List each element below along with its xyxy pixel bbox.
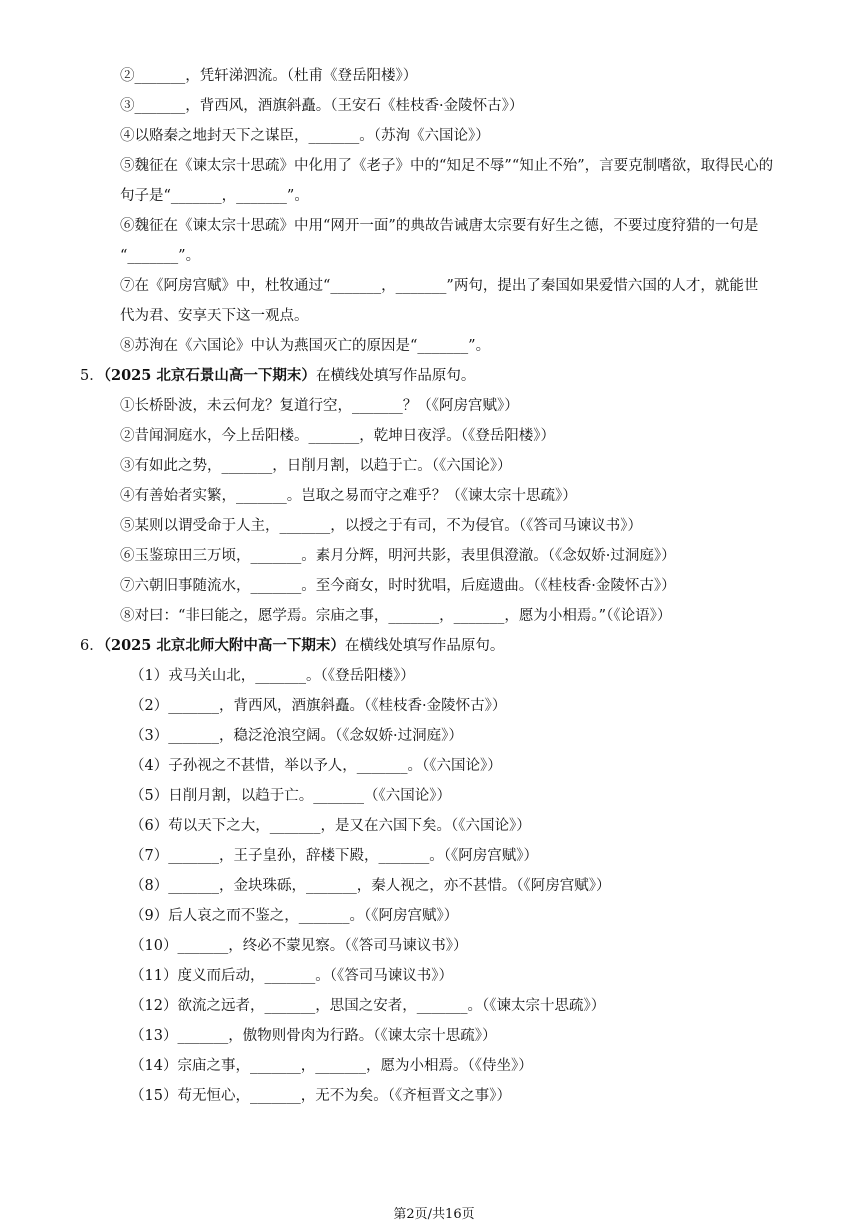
q4-item-7-line1: ⑦在《阿房宫赋》中，杜牧通过“_______，_______”两句，提出了秦国如果爱惜六国的人才，就能世 (120, 278, 759, 294)
q6-item-4: （4）子孙视之不甚惜，举以予人，_______。（《六国论》） (130, 758, 502, 774)
q6-item-7: （7）_______，王子皇孙，辞楼下殿，_______。（《阿房宫赋》） (130, 848, 538, 864)
q5-prompt: 在横线处填写作品原句。 (315, 368, 476, 384)
q6-number: 6． (80, 638, 104, 654)
q6-item-3: （3）_______，稳泛沧浪空阔。（《念奴娇·过洞庭》） (130, 728, 463, 744)
q6-item-12: （12）欲流之远者，_______，思国之安者，_______。（《谏太宗十思疏》） (130, 998, 606, 1014)
q5-item-1: ①长桥卧波，未云何龙？复道行空，_______？（《阿房宫赋》） (120, 398, 519, 414)
q4-item-3: ③_______，背西风，酒旗斜矗。（王安石《桂枝香·金陵怀古》） (120, 98, 524, 114)
q5-item-5: ⑤某则以谓受命于人主，_______，以授之于有司，不为侵官。（《答司马谏议书》） (120, 518, 642, 534)
q5-source: （2025 北京石景山高一下期末） (103, 367, 316, 384)
q6-item-8: （8）_______，金块珠砾，_______，秦人视之，亦不甚惜。（《阿房宫赋》） (130, 878, 611, 894)
q6-item-15: （15）苟无恒心，_______，无不为矣。（《齐桓晋文之事》） (130, 1088, 511, 1104)
q4-item-5-line2: 句子是“_______，_______”。 (120, 188, 309, 204)
q4-item-6-line1: ⑥魏征在《谏太宗十思疏》中用“网开一面”的典故告诫唐太宗要有好生之德，不要过度狩猎的一句是 (120, 218, 759, 234)
q5-item-2: ②昔闻洞庭水，今上岳阳楼。_______，乾坤日夜浮。（《登岳阳楼》） (120, 428, 555, 444)
page-footer: 第2页/共16页 (393, 1207, 475, 1222)
q5-number: 5． (80, 368, 104, 384)
q5-heading (80, 366, 475, 386)
q4-item-4: ④以赂秦之地封天下之谋臣，_______。（苏洵《六国论》） (120, 128, 490, 144)
q6-item-6: （6）苟以天下之大，_______，是又在六国下矣。（《六国论》） (130, 818, 531, 834)
q4-item-5-line1: ⑤魏征在《谏太宗十思疏》中化用了《老子》中的“知足不辱”“知止不殆”，言要克制嗜欲，取得民心的 (120, 158, 774, 174)
q4-item-6-line2: “_______”。 (120, 248, 201, 264)
q6-item-5: （5）日削月割，以趋于亡。_______（《六国论》） (130, 788, 451, 804)
q6-item-11: （11）度义而后动，_______。（《答司马谏议书》） (130, 968, 453, 984)
q6-heading (80, 636, 504, 656)
q6-item-14: （14）宗庙之事，_______，_______，愿为小相焉。（《侍坐》） (130, 1058, 533, 1074)
q5-item-8: ⑧对曰：“非曰能之，愿学焉。宗庙之事，_______，_______，愿为小相焉。”（《论语》） (120, 608, 672, 624)
q5-item-7: ⑦六朝旧事随流水，_______。至今商女，时时犹唱，后庭遗曲。（《桂枝香·金陵怀古》） (120, 578, 676, 594)
q6-source: （2025 北京北师大附中高一下期末） (103, 637, 345, 654)
q5-item-6: ⑥玉鉴琼田三万顷，_______。素月分辉，明河共影，表里俱澄澈。（《念奴娇·过洞庭》） (120, 548, 676, 564)
q6-item-9: （9）后人哀之而不鉴之，_______。（《阿房宫赋》） (130, 908, 459, 924)
q6-item-1: （1）戎马关山北，_______。（《登岳阳楼》） (130, 668, 415, 684)
q5-item-4: ④有善始者实繁，_______。岂取之易而守之难乎？（《谏太宗十思疏》） (120, 488, 577, 504)
q6-item-2: （2）_______，背西风，酒旗斜矗。（《桂枝香·金陵怀古》） (130, 698, 507, 714)
q6-item-13: （13）_______，傲物则骨肉为行路。（《谏太宗十思疏》） (130, 1028, 497, 1044)
q6-item-10: （10）_______，终必不蒙见察。（《答司马谏议书》） (130, 938, 468, 954)
q4-item-8: ⑧苏洵在《六国论》中认为燕国灭亡的原因是“_______”。 (120, 338, 491, 354)
q4-item-2: ②_______，凭轩涕泗流。（杜甫《登岳阳楼》） (120, 68, 418, 84)
q6-prompt: 在横线处填写作品原句。 (344, 638, 505, 654)
q4-item-7-line2: 代为君、安享天下这一观点。 (120, 308, 309, 324)
q5-item-3: ③有如此之势，_______，日削月割，以趋于亡。（《六国论》） (120, 458, 512, 474)
